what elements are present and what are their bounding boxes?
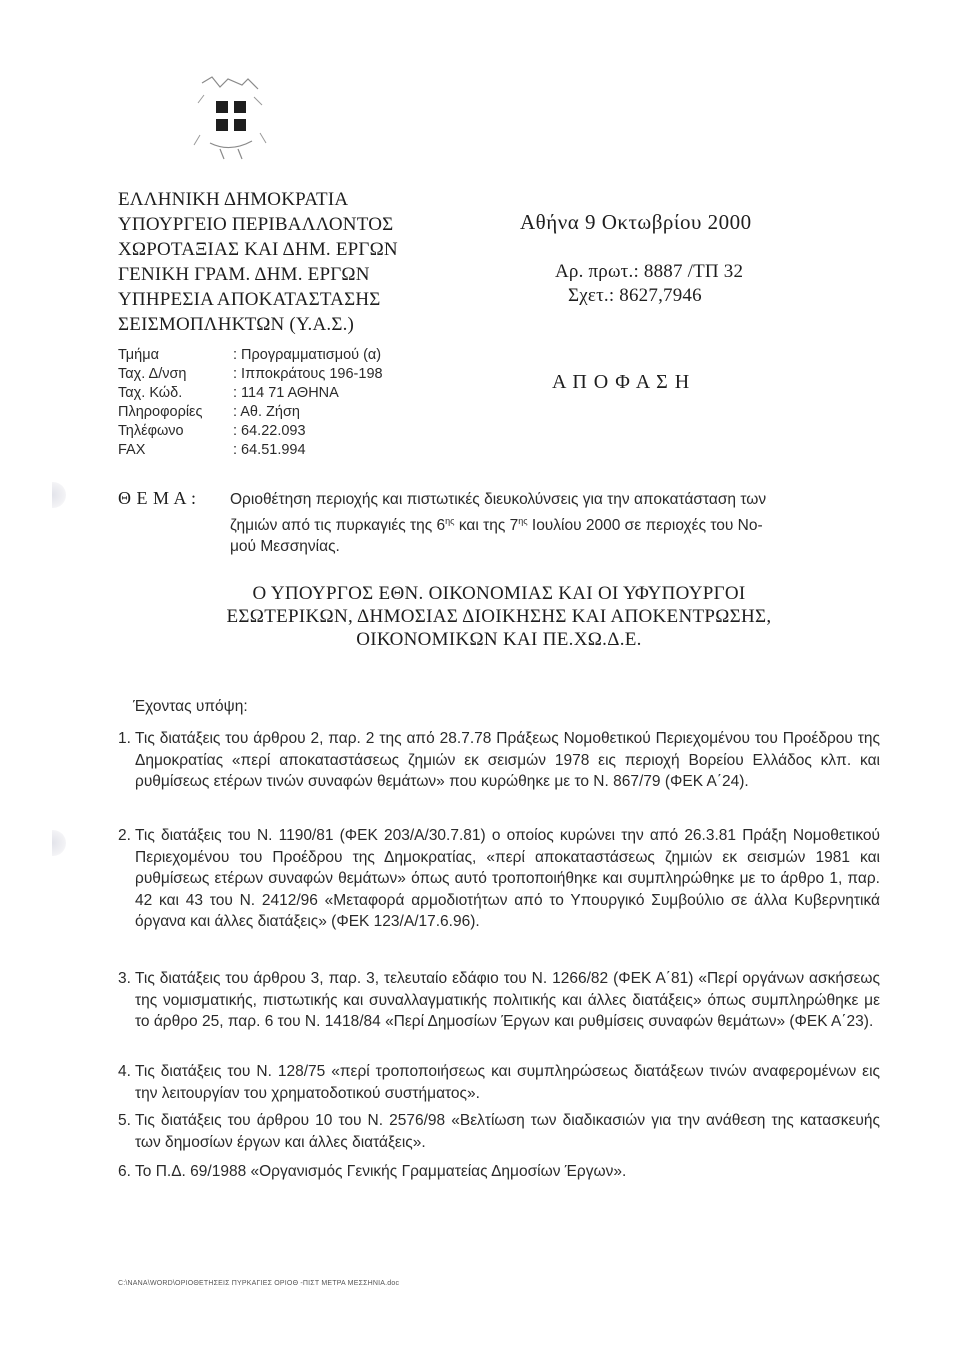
list-number: 1. — [118, 730, 131, 747]
list-text: Τις διατάξεις του Ν. 1190/81 (ΦΕΚ 203/Α/30.7.81) ο οποίος κυρώνει την από 26.3.81 Πράξη Νομοθετικού Περιεχομένου του Προέδρου της Δημοκρατίας, «περί αποκαταστάσεως ζημιών εκ σεισμών 1981 και ρυθμίσεως ετέρων συναφών θεμάτων» όπως αυτό τροποποιήθηκε και συμπληρώθηκε με το άρθρο 1, παρ. 42 και 43 του Ν. 2412/96 «Μεταφορά αρμοδιοτήτων από το Υπουργικό Συμβούλιο σε άλλα Κυβερνητικά όργανα και άλλες διατάξεις» (ΦΕΚ 123/Α/17.6.96). — [135, 827, 880, 930]
info-label: Ταχ. Δ/νση — [118, 366, 187, 382]
list-item — [118, 1161, 880, 1183]
ordinal-suffix: ης — [445, 515, 455, 526]
subject-label: Θ Ε Μ Α : — [118, 488, 197, 508]
protocol-number: Αρ. πρωτ.: 8887 /ΤΠ 32 — [555, 261, 744, 282]
info-label: Τμήμα — [118, 347, 159, 363]
minister-line: ΟΙΚΟΝΟΜΙΚΩΝ ΚΑΙ ΠΕ.ΧΩ.Δ.Ε. — [356, 629, 642, 650]
info-value: : Προγραμματισμού (α) — [233, 347, 382, 363]
list-number: 4. — [118, 1063, 131, 1080]
document-date: Αθήνα 9 Οκτωβρίου 2000 — [520, 210, 752, 234]
info-row — [118, 422, 448, 441]
list-text: Τις διατάξεις του άρθρου 10 του Ν. 2576/98 «Βελτίωση των διαδικασιών για την ανάθεση της κατασκευής των δημοσίων έργων και άλλες διατάξεις». — [135, 1112, 880, 1151]
subject-line: μού Μεσσηνίας. — [230, 538, 340, 556]
list-text: Το Π.Δ. 69/1988 «Οργανισμός Γενικής Γραμματείας Δημοσίων Έργων». — [135, 1163, 627, 1180]
info-row — [118, 365, 448, 384]
list-item — [118, 1110, 880, 1153]
info-label: Πληροφορίες — [118, 404, 203, 420]
minister-line: ΕΣΩΤΕΡΙΚΩΝ, ΔΗΜΟΣΙΑΣ ΔΙΟΙΚΗΣΗΣ ΚΑΙ ΑΠΟΚΕΝΤΡΩΣΗΣ, — [226, 606, 772, 627]
list-item — [118, 1061, 880, 1104]
list-number: 3. — [118, 970, 131, 987]
subject-text — [230, 489, 880, 558]
list-item — [118, 968, 880, 1033]
list-text: Τις διατάξεις του άρθρου 3, παρ. 3, τελευταίο εδάφιο του Ν. 1266/82 (ΦΕΚ Α΄81) «Περί οργάνων ασκήσεως της νομισματικής, πιστωτικής και συναλλαγματικής πολιτικής και άλλες διατάξεις» όπως συμπληρώθηκε με το άρθρο 25, παρ. 6 του Ν. 1418/84 «Περί Δημοσίων Έργων και ρυθμίσεις συναφών θεμάτων» (ΦΕΚ Α΄23). — [135, 970, 880, 1030]
list-number: 5. — [118, 1112, 131, 1129]
info-value: : 64.51.994 — [233, 442, 306, 458]
info-label: Ταχ. Κώδ. — [118, 385, 183, 401]
list-item — [118, 728, 880, 793]
minister-line: Ο ΥΠΟΥΡΓΟΣ ΕΘΝ. ΟΙΚΟΝΟΜΙΑΣ ΚΑΙ ΟΙ ΥΦΥΠΟΥΡΓΟΙ — [252, 583, 746, 604]
subject-line: Οριοθέτηση περιοχής και πιστωτικές διευκολύνσεις για την αποκατάσταση των — [230, 491, 767, 508]
ministry-line: ΥΠΗΡΕΣΙΑ ΑΠΟΚΑΤΑΣΤΑΣΗΣ — [118, 289, 381, 310]
list-number: 6. — [118, 1163, 131, 1180]
ministry-line: ΕΛΛΗΝΙΚΗ ΔΗΜΟΚΡΑΤΙΑ — [118, 189, 349, 210]
decision-title: Α Π Ο Φ Α Σ Η — [552, 371, 691, 393]
info-value: : Αθ. Ζήση — [233, 404, 300, 420]
footer-file-path: C:\ΝΑΝΑ\WORD\ΟΡΙΟΘΕΤΗΣΕΙΣ ΠΥΡΚΑΓΙΕΣ ΟΡΙΟΘ -ΠΙΣΤ ΜΕΤΡΑ ΜΕΣΣΗΝΙΑ.doc — [118, 1280, 400, 1287]
reference-number: Σχετ.: 8627,7946 — [568, 285, 702, 306]
punch-hole — [52, 482, 66, 508]
ministry-line: ΧΩΡΟΤΑΞΙΑΣ ΚΑΙ ΔΗΜ. ΕΡΓΩΝ — [118, 239, 398, 260]
info-label: Τηλέφωνο — [118, 423, 184, 439]
info-value: : 114 71 ΑΘΗΝΑ — [233, 385, 339, 401]
ordinal-suffix: ης — [518, 515, 528, 526]
ministry-line: ΓΕΝΙΚΗ ΓΡΑΜ. ΔΗΜ. ΕΡΓΩΝ — [118, 264, 370, 285]
subject-text-part: Ιουλίου 2000 σε περιοχές του Νο- — [527, 516, 763, 534]
subject-line — [230, 511, 880, 537]
info-row — [118, 384, 448, 403]
ministry-line: ΣΕΙΣΜΟΠΛΗΚΤΩΝ (Υ.Α.Σ.) — [118, 314, 355, 335]
info-value: : Ιπποκράτους 196-198 — [233, 366, 383, 382]
list-number: 2. — [118, 827, 131, 844]
contact-info — [118, 346, 448, 460]
subject-text-part: και της 7 — [454, 516, 519, 534]
state-emblem — [190, 75, 270, 165]
list-item — [118, 825, 880, 933]
info-row — [118, 441, 448, 460]
info-value: : 64.22.093 — [233, 423, 306, 439]
minister-heading — [118, 582, 880, 651]
list-text: Τις διατάξεις του Ν. 128/75 «περί τροποποιήσεως και συμπληρώσεως διατάξεων τινών αναφερομένων εις την λειτουργίαν του χρηματοδοτικού συστήματος». — [135, 1063, 880, 1102]
subject-text-part: ζημιών από τις πυρκαγιές της 6 — [230, 516, 446, 534]
ministry-header — [118, 187, 448, 337]
info-row — [118, 403, 448, 422]
list-text: Τις διατάξεις του άρθρου 2, παρ. 2 της από 28.7.78 Πράξεως Νομοθετικού Περιεχομένου του Προέδρου της Δημοκρατίας «περί αποκαταστάσεως ζημιών εκ σεισμών 1978 εις περιοχή Βορείου Ελλάδος κλπ. και ρυθμίσεως ετέρων τινών συναφών θεμάτων» που κυρώθηκε με το Ν. 867/79 (ΦΕΚ Α΄24). — [135, 730, 880, 790]
punch-hole — [52, 830, 66, 856]
ministry-line: ΥΠΟΥΡΓΕΙΟ ΠΕΡΙΒΑΛΛΟΝΤΟΣ — [118, 214, 394, 235]
info-row — [118, 346, 448, 365]
info-label: FAX — [118, 442, 146, 458]
having-regard-label: Έχοντας υπόψη: — [133, 698, 248, 715]
